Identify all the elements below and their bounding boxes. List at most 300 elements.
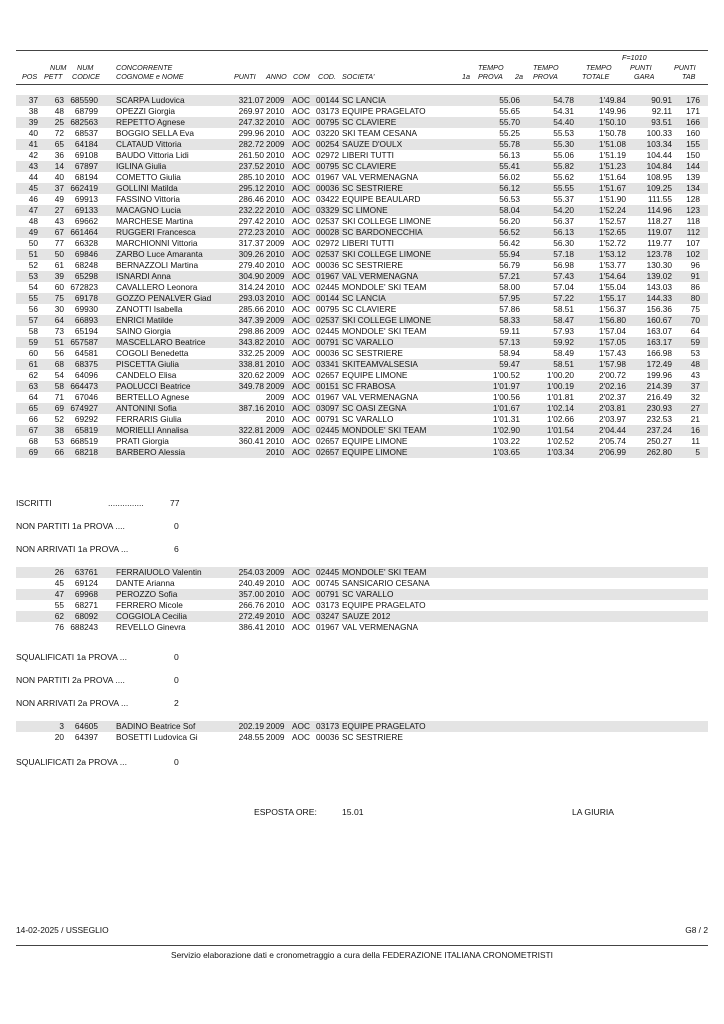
- cell-tempo-1a: 58.94: [499, 348, 520, 358]
- cell-punti-gara: 230.93: [646, 403, 672, 413]
- cell-codice: 69930: [74, 304, 98, 314]
- cell-tempo-totale: 1'56.37: [599, 304, 626, 314]
- cell-tempo-2a: 1'02.14: [547, 403, 574, 413]
- cell-punti-gara: 214.39: [646, 381, 672, 391]
- cell-tempo-totale: 2'03.81: [599, 403, 626, 413]
- cell-nome: ANTONINI Sofia: [116, 403, 177, 413]
- cell-anno: 2010: [266, 359, 285, 369]
- cell-punti-tab: 118: [686, 216, 700, 226]
- cell-pos: 58: [28, 326, 38, 336]
- cell-punti-gara: 104.84: [646, 161, 672, 171]
- cell-codice: 657587: [70, 337, 98, 347]
- cell-pett: 67: [54, 227, 64, 237]
- cell-punti-tab: 27: [690, 403, 700, 413]
- cell-cod: 00791: [316, 414, 340, 424]
- cell-pett: 52: [54, 414, 64, 424]
- cell-anno: 2010: [266, 589, 285, 599]
- cell-com: AOC: [292, 732, 310, 742]
- non-arrivati-1-label: NON ARRIVATI 1a PROVA ...: [16, 544, 129, 554]
- cell-com: AOC: [292, 293, 310, 303]
- cell-tempo-1a: 1'03.22: [493, 436, 520, 446]
- cell-pos: 68: [28, 436, 38, 446]
- cell-nome: COGOLI Benedetta: [116, 348, 189, 358]
- cell-punti-gara: 114.96: [647, 205, 672, 215]
- cell-tempo-totale: 1'56.80: [599, 315, 626, 325]
- cell-tempo-2a: 54.78: [553, 95, 574, 105]
- cell-punti-gara: 172.49: [646, 359, 672, 369]
- cell-societa: EQUIPE PRAGELATO: [342, 600, 426, 610]
- cell-pett: 43: [54, 216, 64, 226]
- footer-date-place: 14-02-2025 / USSEGLIO: [16, 925, 109, 935]
- cell-codice: 688243: [70, 622, 98, 632]
- cell-punti-tab: 123: [686, 205, 700, 215]
- table-row: [16, 271, 708, 282]
- cell-tempo-2a: 54.31: [553, 106, 574, 116]
- cell-punti-gara: 163.17: [646, 337, 672, 347]
- table-row: [16, 425, 708, 436]
- cell-codice: 69133: [74, 205, 98, 215]
- cell-punti-gara: 144.33: [646, 293, 672, 303]
- cell-cod: 02445: [316, 425, 340, 435]
- header-tab: TAB: [682, 72, 696, 81]
- cell-tempo-2a: 56.37: [553, 216, 574, 226]
- cell-nome: BOGGIO SELLA Eva: [116, 128, 194, 138]
- table-row: [16, 172, 708, 183]
- cell-com: AOC: [292, 139, 310, 149]
- cell-pos: 49: [28, 227, 38, 237]
- cell-punti-tab: 155: [686, 139, 700, 149]
- cell-punti: 295.12: [238, 183, 264, 193]
- cell-anno: 2009: [266, 238, 285, 248]
- cell-anno: 2010: [266, 260, 285, 270]
- cell-societa: EQUIPE LIMONE: [342, 447, 408, 457]
- footer-rule: [16, 945, 708, 946]
- cell-punti-gara: 90.91: [651, 95, 672, 105]
- cell-anno: 2009: [266, 425, 285, 435]
- cell-societa: SC LANCIA: [342, 95, 386, 105]
- cell-com: AOC: [292, 622, 310, 632]
- cell-tempo-totale: 1'57.98: [599, 359, 626, 369]
- cell-nome: MARCHIONNI Vittoria: [116, 238, 198, 248]
- cell-pett: 50: [54, 249, 64, 259]
- cell-pett: 56: [54, 348, 64, 358]
- cell-com: AOC: [292, 205, 310, 215]
- cell-pos: 67: [28, 425, 38, 435]
- header-punti: PUNTI: [234, 72, 256, 81]
- cell-tempo-2a: 1'01.81: [547, 392, 574, 402]
- cell-com: AOC: [292, 227, 310, 237]
- cell-societa: MONDOLE' SKI TEAM: [342, 425, 427, 435]
- cell-tempo-totale: 1'57.04: [599, 326, 626, 336]
- cell-punti: 240.49: [238, 578, 264, 588]
- header-tempo-totale: TEMPO: [586, 63, 612, 72]
- cell-punti-gara: 166.98: [646, 348, 672, 358]
- cell-cod: 02537: [316, 315, 340, 325]
- cell-tempo-totale: 1'53.77: [599, 260, 626, 270]
- table-row: [16, 293, 708, 304]
- cell-punti-gara: 118.27: [647, 216, 672, 226]
- cell-anno: 2010: [266, 337, 285, 347]
- cell-tempo-totale: 2'05.74: [599, 436, 626, 446]
- cell-punti: 321.07: [238, 95, 264, 105]
- cell-pett: 62: [54, 611, 64, 621]
- cell-tempo-1a: 56.13: [499, 150, 520, 160]
- cell-cod: 00254: [316, 139, 340, 149]
- cell-societa: LIBERI TUTTI: [342, 150, 394, 160]
- cell-tempo-totale: 1'54.64: [599, 271, 626, 281]
- cell-tempo-totale: 1'50.10: [599, 117, 626, 127]
- cell-punti-tab: 59: [690, 337, 700, 347]
- cell-nome: CANDELO Elisa: [116, 370, 177, 380]
- cell-punti-tab: 75: [690, 304, 700, 314]
- cell-societa: SC LANCIA: [342, 293, 386, 303]
- cell-com: AOC: [292, 117, 310, 127]
- cell-tempo-2a: 55.82: [553, 161, 574, 171]
- cell-cod: 02657: [316, 370, 340, 380]
- cell-anno: 2010: [266, 304, 285, 314]
- cell-tempo-2a: 1'00.20: [547, 370, 574, 380]
- cell-codice: 67897: [74, 161, 98, 171]
- cell-com: AOC: [292, 403, 310, 413]
- non-arrivati-2-label: NON ARRIVATI 2a PROVA ...: [16, 698, 129, 708]
- cell-tempo-totale: 1'51.08: [599, 139, 626, 149]
- cell-pos: 48: [28, 216, 38, 226]
- cell-punti-gara: 119.77: [647, 238, 672, 248]
- cell-societa: EQUIPE LIMONE: [342, 370, 408, 380]
- f-value: F=1010: [622, 53, 647, 62]
- cell-tempo-totale: 1'52.72: [599, 238, 626, 248]
- cell-societa: SC VARALLO: [342, 337, 394, 347]
- cell-com: AOC: [292, 216, 310, 226]
- cell-punti-tab: 11: [691, 436, 700, 446]
- cell-societa: SAUZE 2012: [342, 611, 391, 621]
- cell-nome: CAVALLERO Leonora: [116, 282, 198, 292]
- table-row: [16, 392, 708, 403]
- cell-codice: 65194: [74, 326, 98, 336]
- squalificati-1-label: SQUALIFICATI 1a PROVA ...: [16, 652, 127, 662]
- cell-anno: 2009: [266, 381, 285, 391]
- table-row: [16, 436, 708, 447]
- cell-punti-tab: 128: [686, 194, 700, 204]
- cell-pett: 77: [54, 238, 64, 248]
- cell-societa: SAUZE D'OULX: [342, 139, 403, 149]
- cell-tempo-2a: 55.62: [553, 172, 574, 182]
- cell-punti-gara: 199.96: [646, 370, 672, 380]
- iscritti-value: 77: [170, 498, 180, 508]
- cell-punti: 232.22: [238, 205, 264, 215]
- table-row: [16, 150, 708, 161]
- cell-codice: 668519: [70, 436, 98, 446]
- squalificati-1-value: 0: [174, 652, 179, 662]
- cell-punti: 285.66: [238, 304, 264, 314]
- cell-societa: VAL VERMENAGNA: [342, 271, 419, 281]
- non-arrivati-1-value: 6: [174, 544, 179, 554]
- cell-punti: 297.42: [238, 216, 264, 226]
- cell-tempo-totale: 1'51.19: [599, 150, 626, 160]
- cell-pett: 36: [54, 150, 64, 160]
- cell-pos: 43: [28, 161, 38, 171]
- table-row: [16, 348, 708, 359]
- cell-tempo-totale: 1'51.67: [599, 183, 626, 193]
- cell-cod: 03220: [316, 128, 340, 138]
- cell-com: AOC: [292, 238, 310, 248]
- cell-pos: 51: [28, 249, 38, 259]
- cell-tempo-1a: 1'01.67: [493, 403, 520, 413]
- cell-societa: SC CLAVIERE: [342, 161, 397, 171]
- cell-com: AOC: [292, 95, 310, 105]
- cell-codice: 69968: [74, 589, 98, 599]
- cell-societa: SC CLAVIERE: [342, 304, 397, 314]
- non-partiti-1-value: 0: [174, 521, 179, 531]
- cell-cod: 00791: [316, 337, 340, 347]
- cell-societa: VAL VERMENAGNA: [342, 622, 419, 632]
- cell-cod: 03097: [316, 403, 340, 413]
- cell-nome: MARCHESE Martina: [116, 216, 193, 226]
- cell-pos: 47: [28, 205, 38, 215]
- cell-nome: OPEZZI Giorgia: [116, 106, 176, 116]
- cell-tempo-1a: 1'00.56: [493, 392, 520, 402]
- cell-nome: BARBERO Alessia: [116, 447, 186, 457]
- table-row: [16, 106, 708, 117]
- cell-punti-gara: 143.03: [646, 282, 672, 292]
- cell-nome: FERRARIS Giulia: [116, 414, 182, 424]
- cell-nome: DANTE Arianna: [116, 578, 175, 588]
- cell-punti: 285.10: [238, 172, 264, 182]
- cell-punti-gara: 111.55: [647, 194, 672, 204]
- cell-cod: 03247: [316, 611, 340, 621]
- cell-tempo-totale: 2'02.37: [599, 392, 626, 402]
- cell-punti: 261.50: [238, 150, 264, 160]
- cell-tempo-1a: 55.70: [499, 117, 520, 127]
- cell-punti-tab: 5: [695, 447, 700, 457]
- cell-cod: 00151: [316, 381, 340, 391]
- header-prova1: PROVA: [478, 72, 503, 81]
- cell-pett: 14: [54, 161, 64, 171]
- cell-nome: BAUDO Vittoria Lidi: [116, 150, 189, 160]
- cell-tempo-totale: 2'03.97: [599, 414, 626, 424]
- cell-codice: 68537: [74, 128, 98, 138]
- cell-tempo-2a: 1'03.34: [547, 447, 574, 457]
- cell-nome: BERTELLO Agnese: [116, 392, 190, 402]
- cell-tempo-totale: 1'49.84: [599, 95, 626, 105]
- cell-punti: 314.24: [238, 282, 264, 292]
- cell-societa: SKI COLLEGE LIMONE: [342, 249, 431, 259]
- squalificati-2-value: 0: [174, 757, 179, 767]
- cell-tempo-1a: 56.52: [499, 227, 520, 237]
- header-societa: SOCIETA': [342, 72, 375, 81]
- cell-tempo-1a: 56.42: [499, 238, 520, 248]
- cell-anno: 2010: [266, 194, 285, 204]
- cell-cod: 02972: [316, 150, 340, 160]
- cell-pett: 63: [54, 95, 64, 105]
- cell-punti-gara: 103.34: [646, 139, 672, 149]
- cell-punti-tab: 139: [686, 172, 700, 182]
- table-row: [16, 95, 708, 106]
- cell-com: AOC: [292, 282, 310, 292]
- cell-nome: SAINO Giorgia: [116, 326, 171, 336]
- cell-punti-gara: 100.33: [646, 128, 672, 138]
- cell-nome: FERRAIUOLO Valentin: [116, 567, 202, 577]
- table-row: [16, 183, 708, 194]
- cell-tempo-2a: 1'01.54: [547, 425, 574, 435]
- cell-societa: EQUIPE PRAGELATO: [342, 721, 426, 731]
- cell-pett: 47: [54, 589, 64, 599]
- cell-anno: 2009: [266, 315, 285, 325]
- cell-com: AOC: [292, 161, 310, 171]
- header-cod: COD.: [318, 72, 336, 81]
- cell-cod: 00795: [316, 117, 340, 127]
- cell-anno: 2009: [266, 370, 285, 380]
- cell-tempo-2a: 57.93: [553, 326, 574, 336]
- cell-punti-tab: 96: [690, 260, 700, 270]
- cell-pos: 61: [28, 359, 38, 369]
- cell-punti-gara: 160.67: [646, 315, 672, 325]
- cell-cod: 02537: [316, 249, 340, 259]
- cell-societa: SKITEAMVALSESIA: [342, 359, 418, 369]
- cell-pett: 71: [54, 392, 64, 402]
- cell-com: AOC: [292, 304, 310, 314]
- cell-com: AOC: [292, 128, 310, 138]
- cell-pett: 75: [54, 293, 64, 303]
- cell-codice: 64096: [74, 370, 98, 380]
- cell-pett: 66: [54, 447, 64, 457]
- cell-tempo-2a: 55.37: [553, 194, 574, 204]
- cell-punti: 202.19: [238, 721, 264, 731]
- cell-cod: 03173: [316, 106, 340, 116]
- cell-pos: 52: [28, 260, 38, 270]
- cell-tempo-totale: 1'51.90: [599, 194, 626, 204]
- cell-tempo-1a: 57.21: [499, 271, 520, 281]
- cell-tempo-1a: 57.86: [499, 304, 520, 314]
- cell-punti: 269.97: [238, 106, 264, 116]
- cell-nome: PAOLUCCI Beatrice: [116, 381, 191, 391]
- cell-codice: 68218: [74, 447, 98, 457]
- cell-societa: SC SESTRIERE: [342, 183, 403, 193]
- cell-com: AOC: [292, 611, 310, 621]
- cell-punti: 304.90: [238, 271, 264, 281]
- cell-pett: 40: [54, 172, 64, 182]
- cell-pett: 51: [54, 337, 64, 347]
- cell-pett: 53: [54, 436, 64, 446]
- cell-codice: 69178: [74, 293, 98, 303]
- cell-com: AOC: [292, 370, 310, 380]
- cell-punti: 237.52: [238, 161, 264, 171]
- cell-societa: MONDOLE' SKI TEAM: [342, 567, 427, 577]
- cell-punti: 282.72: [238, 139, 264, 149]
- cell-punti: 386.41: [238, 622, 264, 632]
- header-com: COM: [293, 72, 310, 81]
- cell-tempo-1a: 56.02: [499, 172, 520, 182]
- cell-punti-gara: 104.44: [646, 150, 672, 160]
- cell-nome: FASSINO Vittoria: [116, 194, 180, 204]
- esposta-label: ESPOSTA ORE:: [254, 807, 317, 817]
- cell-tempo-1a: 56.53: [499, 194, 520, 204]
- cell-pett: 45: [54, 578, 64, 588]
- cell-tempo-1a: 59.47: [499, 359, 520, 369]
- iscritti-dots: ...............: [108, 498, 144, 508]
- cell-tempo-1a: 55.94: [499, 249, 520, 259]
- cell-anno: 2010: [266, 227, 285, 237]
- cell-tempo-1a: 55.65: [499, 106, 520, 116]
- cell-com: AOC: [292, 359, 310, 369]
- cell-com: AOC: [292, 315, 310, 325]
- cell-punti-tab: 48: [690, 359, 700, 369]
- cell-pett: 54: [54, 370, 64, 380]
- top-rule: [16, 50, 708, 51]
- cell-tempo-2a: 55.30: [553, 139, 574, 149]
- cell-punti: 299.96: [238, 128, 264, 138]
- header-num2: NUM: [77, 63, 94, 72]
- cell-com: AOC: [292, 447, 310, 457]
- cell-societa: SC SESTRIERE: [342, 348, 403, 358]
- cell-societa: SC VARALLO: [342, 414, 394, 424]
- cell-punti-gara: 216.49: [646, 392, 672, 402]
- cell-cod: 00795: [316, 161, 340, 171]
- cell-societa: SC VARALLO: [342, 589, 394, 599]
- cell-punti: 360.41: [238, 436, 264, 446]
- cell-punti-tab: 107: [686, 238, 700, 248]
- giuria-label: LA GIURIA: [572, 807, 615, 817]
- cell-cod: 00144: [316, 95, 340, 105]
- cell-com: AOC: [292, 106, 310, 116]
- cell-cod: 03329: [316, 205, 340, 215]
- cell-anno: 2009: [266, 95, 285, 105]
- cell-tempo-2a: 58.49: [553, 348, 574, 358]
- header-gara: GARA: [634, 72, 655, 81]
- cell-com: AOC: [292, 381, 310, 391]
- table-row: [16, 194, 708, 205]
- cell-tempo-2a: 56.98: [553, 260, 574, 270]
- list-item: [16, 589, 708, 600]
- cell-cod: 01967: [316, 271, 340, 281]
- cell-cod: 03341: [316, 359, 340, 369]
- cell-tempo-1a: 57.95: [499, 293, 520, 303]
- cell-pett: 38: [54, 425, 64, 435]
- cell-codice: 67046: [74, 392, 98, 402]
- cell-anno: 2010: [266, 128, 285, 138]
- cell-pett: 48: [54, 106, 64, 116]
- cell-com: AOC: [292, 436, 310, 446]
- cell-pett: 37: [54, 183, 64, 193]
- cell-punti: 272.23: [238, 227, 264, 237]
- cell-anno: 2010: [266, 150, 285, 160]
- cell-tempo-2a: 1'02.66: [547, 414, 574, 424]
- cell-anno: 2010: [266, 183, 285, 193]
- table-row: [16, 227, 708, 238]
- cell-anno: 2010: [266, 282, 285, 292]
- cell-anno: 2009: [266, 139, 285, 149]
- cell-anno: 2010: [266, 403, 285, 413]
- cell-societa: SC CLAVIERE: [342, 117, 397, 127]
- list-item: [16, 622, 708, 633]
- table-row: [16, 205, 708, 216]
- cell-nome: MACAGNO Lucia: [116, 205, 182, 215]
- iscritti-label: ISCRITTI: [16, 498, 52, 508]
- cell-nome: BADINO Beatrice Sof: [116, 721, 196, 731]
- list-item: [16, 611, 708, 622]
- cell-codice: 664473: [70, 381, 98, 391]
- cell-societa: VAL VERMENAGNA: [342, 392, 419, 402]
- cell-tempo-totale: 1'53.12: [599, 249, 626, 259]
- esposta-value: 15.01: [342, 807, 364, 817]
- cell-pos: 45: [28, 183, 38, 193]
- cell-com: AOC: [292, 721, 310, 731]
- cell-societa: EQUIPE BEAULARD: [342, 194, 421, 204]
- cell-tempo-1a: 1'02.90: [493, 425, 520, 435]
- cell-com: AOC: [292, 326, 310, 336]
- cell-tempo-1a: 1'00.52: [493, 370, 520, 380]
- cell-nome: GOZZO PENALVER Giad: [116, 293, 212, 303]
